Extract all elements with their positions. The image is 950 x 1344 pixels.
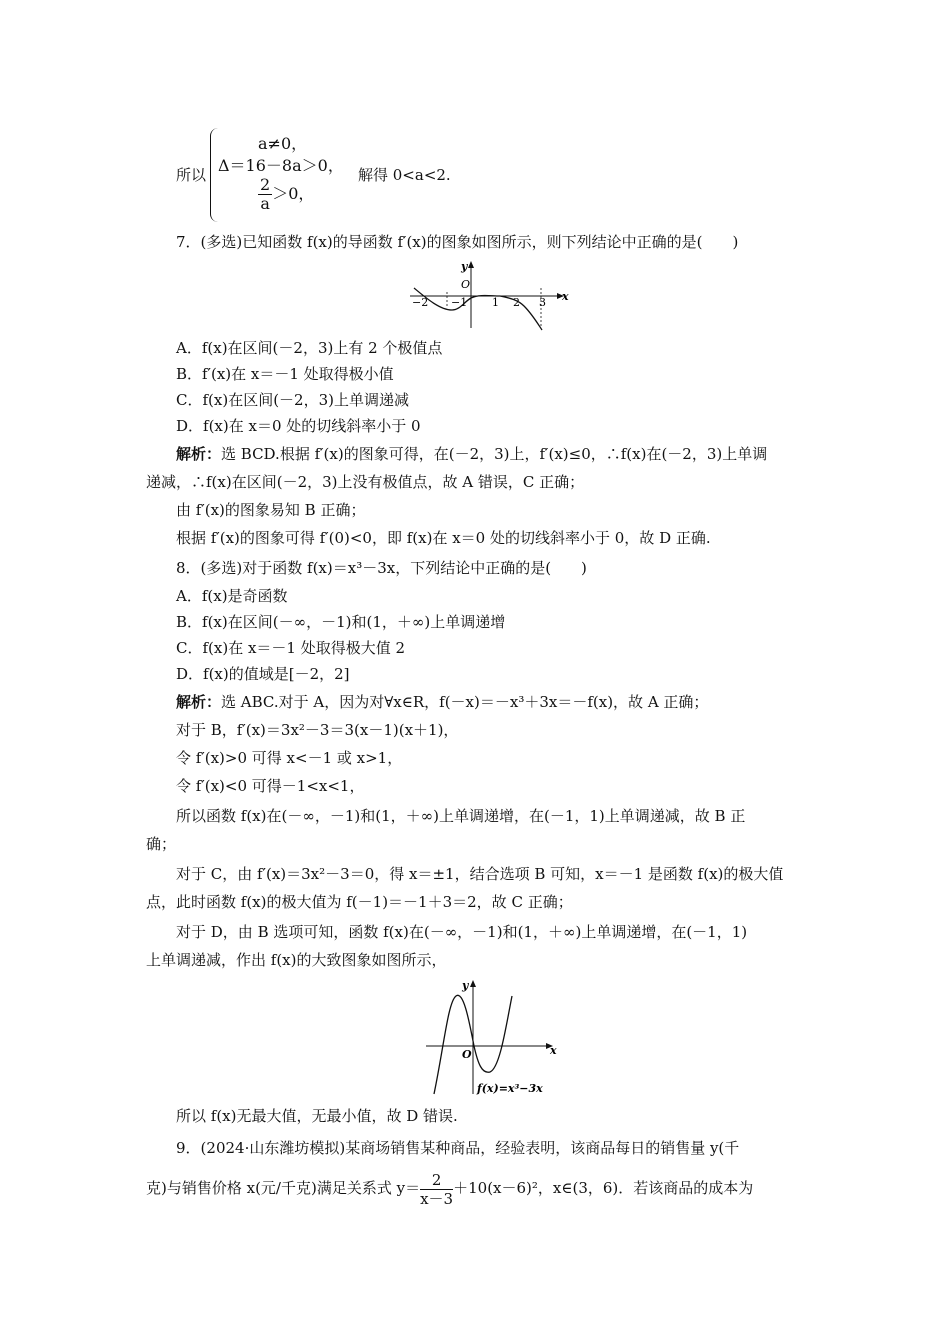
q8-option-d: D．f(x)的值域是[－2，2] bbox=[176, 665, 350, 683]
q7-solution-label: 解析： bbox=[176, 445, 222, 463]
q7-tick-neg1: −1 bbox=[451, 296, 468, 309]
q8-option-b: B．f(x)在区间(－∞，－1)和(1，＋∞)上单调递增 bbox=[176, 613, 506, 631]
q8-solution-line-8: 点，此时函数 f(x)的极大值为 f(－1)＝－1＋3＝2，故 C 正确； bbox=[146, 893, 573, 911]
q7-tick-2: 2 bbox=[513, 296, 520, 309]
system-row-2: Δ＝16－8a＞0， bbox=[218, 156, 344, 175]
q7-option-c: C．f(x)在区间(－2，3)上单调递减 bbox=[176, 391, 409, 409]
q8-solution-line-11: 所以 f(x)无最大值，无最小值，故 D 错误. bbox=[176, 1107, 458, 1125]
q7-solution-line-3: 由 f′(x)的图象易知 B 正确； bbox=[176, 501, 366, 519]
system-fraction: $\frac{2}{a}$ bbox=[260, 175, 271, 213]
q8-solution-line-1: 解析：选 ABC.对于 A，因为对∀x∈R，f(－x)＝－x³＋3x＝－f(x)，故 A 正确； bbox=[176, 693, 709, 711]
q8-origin-label: O bbox=[462, 1048, 472, 1061]
system-prefix: 所以 bbox=[176, 166, 207, 184]
q7-solution-line-2: 递减，∴f(x)在区间(－2，3)上没有极值点，故 A 错误，C 正确； bbox=[146, 473, 585, 491]
q7-option-a: A．f(x)在区间(－2，3)上有 2 个极值点 bbox=[176, 339, 443, 357]
system-result: 解得 0<a<2. bbox=[358, 166, 451, 184]
q7-origin-label: O bbox=[461, 278, 471, 291]
q9-fraction: $\frac{2}{x-3}$ bbox=[420, 1170, 454, 1208]
q7-tick-3: 3 bbox=[539, 296, 546, 309]
q8-solution-line-2: 对于 B，f′(x)＝3x²－3＝3(x－1)(x＋1)， bbox=[176, 721, 459, 739]
q8-solution-line-7: 对于 C，由 f′(x)＝3x²－3＝0，得 x＝±1，结合选项 B 可知，x＝－1 是函数 f(x)的极大值 bbox=[176, 865, 784, 883]
q8-option-c: C．f(x)在 x＝－1 处取得极大值 2 bbox=[176, 639, 406, 657]
system-row-3: $\frac{2}{a}$ ＞0， bbox=[260, 175, 315, 213]
q8-function-label: f(x)=x³−3x bbox=[477, 1082, 543, 1095]
q8-cubic-graph bbox=[420, 976, 570, 1096]
q7-option-d: D．f(x)在 x＝0 处的切线斜率小于 0 bbox=[176, 417, 421, 435]
q8-solution-line-9: 对于 D，由 B 选项可知，函数 f(x)在(－∞，－1)和(1，＋∞)上单调递增，在(－1，1) bbox=[176, 923, 748, 941]
q7-option-b: B．f′(x)在 x＝－1 处取得极小值 bbox=[176, 365, 394, 383]
q7-y-label: y bbox=[461, 260, 468, 273]
q8-solution-line-4: 令 f′(x)<0 可得－1<x<1， bbox=[176, 777, 365, 795]
q8-solution-line-3: 令 f′(x)>0 可得 x<－1 或 x>1， bbox=[176, 749, 403, 767]
q9-line-1: 9．(2024·山东潍坊模拟)某商场销售某种商品，经验表明，该商品每日的销售量 y(千 bbox=[176, 1139, 740, 1157]
q9-line-2: 克)与销售价格 x(元/千克)满足关系式 y＝ $\frac{2}{x-3}$ ＋10(x－6)²，x∈(3，6)．若该商品的成本为 bbox=[146, 1170, 754, 1208]
q7-derivative-graph bbox=[400, 258, 580, 338]
q7-tick-1: 1 bbox=[492, 296, 499, 309]
q7-fprime-curve bbox=[414, 288, 542, 330]
q7-stem: 7．(多选)已知函数 f(x)的导函数 f′(x)的图象如图所示，则下列结论中正确的是( ) bbox=[176, 233, 739, 251]
q8-y-label: y bbox=[462, 979, 469, 992]
q7-y-arrow bbox=[468, 261, 474, 268]
q8-stem: 8．(多选)对于函数 f(x)＝x³－3x，下列结论中正确的是( ) bbox=[176, 559, 587, 577]
q8-solution-line-5: 所以函数 f(x)在(－∞，－1)和(1，＋∞)上单调递增，在(－1，1)上单调递减，故 B 正 bbox=[176, 807, 746, 825]
q8-x-label: x bbox=[550, 1044, 557, 1057]
q7-solution-line-1: 解析：选 BCD.根据 f′(x)的图象可得，在(－2，3)上，f′(x)≤0，∴f(x)在(－2，3)上单调 bbox=[176, 445, 768, 463]
q7-solution-line-4: 根据 f′(x)的图象可得 f′(0)<0，即 f(x)在 x＝0 处的切线斜率小于 0，故 D 正确. bbox=[176, 529, 711, 547]
q7-x-label: x bbox=[562, 290, 569, 303]
q8-solution-label: 解析： bbox=[176, 693, 222, 711]
q7-tick-neg2: −2 bbox=[412, 296, 429, 309]
q8-y-arrow bbox=[470, 980, 476, 987]
system-row-1: a≠0， bbox=[258, 134, 308, 153]
q8-solution-line-10: 上单调递减，作出 f(x)的大致图象如图所示， bbox=[146, 951, 447, 969]
q8-solution-line-6: 确； bbox=[146, 835, 177, 853]
q8-option-a: A．f(x)是奇函数 bbox=[176, 587, 288, 605]
